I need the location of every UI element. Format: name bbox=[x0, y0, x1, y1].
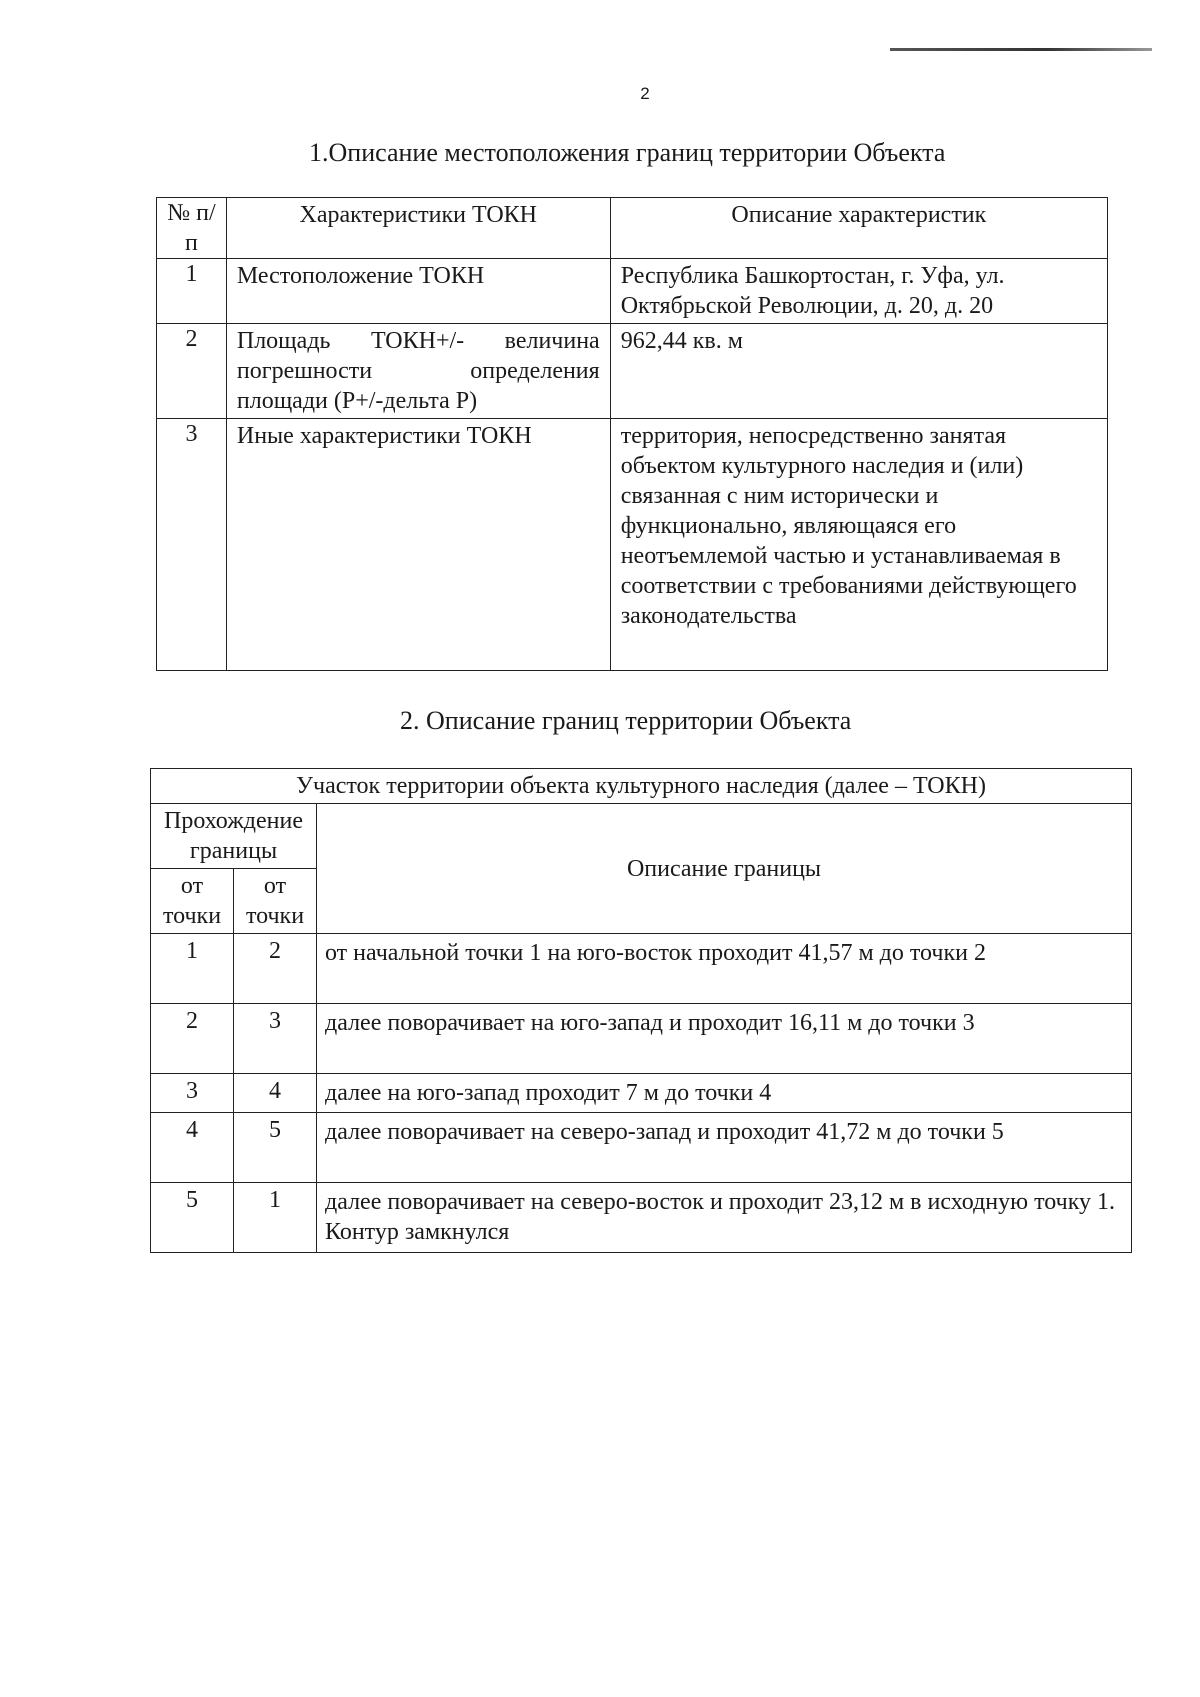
table-row bbox=[151, 934, 1132, 1004]
table-row bbox=[151, 1113, 1132, 1183]
from-point: 1 bbox=[151, 934, 234, 1004]
row-description: Республика Башкортостан, г. Уфа, ул. Октябрьской Революции, д. 20, д. 20 bbox=[610, 259, 1107, 324]
row-characteristic: Иные характеристики ТОКН bbox=[226, 419, 610, 671]
from-point: 5 bbox=[151, 1183, 234, 1253]
boundary-description: далее поворачивает на северо-восток и проходит 23,12 м в исходную точку 1. Контур замкнулся bbox=[317, 1183, 1132, 1253]
table-row bbox=[157, 259, 1108, 324]
row-number: 3 bbox=[157, 419, 227, 671]
boundary-description: от начальной точки 1 на юго-восток проходит 41,57 м до точки 2 bbox=[317, 934, 1132, 1004]
table-title-row bbox=[151, 769, 1132, 804]
passage-header: Прохождение границы bbox=[151, 804, 317, 869]
section1-heading: 1.Описание местоположения границ территории Объекта bbox=[309, 138, 946, 167]
to-point: 2 bbox=[234, 934, 317, 1004]
table-header-row bbox=[157, 198, 1108, 259]
boundary-description: далее поворачивает на северо-запад и проходит 41,72 м до точки 5 bbox=[317, 1113, 1132, 1183]
scan-artifact-line bbox=[890, 48, 1152, 51]
page-number: 2 bbox=[640, 84, 650, 103]
from-point: 2 bbox=[151, 1004, 234, 1074]
row-characteristic: Местоположение ТОКН bbox=[226, 259, 610, 324]
to-point: 5 bbox=[234, 1113, 317, 1183]
boundary-description: далее поворачивает на юго-запад и проходит 16,11 м до точки 3 bbox=[317, 1004, 1132, 1074]
row-number: 2 bbox=[157, 324, 227, 419]
from-point-header: от точки bbox=[151, 869, 234, 934]
row-description: 962,44 кв. м bbox=[610, 324, 1107, 419]
boundary-table bbox=[150, 768, 1132, 1253]
table-row bbox=[157, 419, 1108, 671]
table-row bbox=[151, 1183, 1132, 1253]
description-header: Описание границы bbox=[317, 804, 1132, 934]
table-header-row bbox=[151, 804, 1132, 869]
header-characteristics: Характеристики ТОКН bbox=[226, 198, 610, 259]
section2-heading: 2. Описание границ территории Объекта bbox=[400, 706, 852, 735]
characteristics-table bbox=[156, 197, 1108, 671]
to-point: 3 bbox=[234, 1004, 317, 1074]
row-description: территория, непосредственно занятая объектом культурного наследия и (или) связанная с ним исторически и функционально, являющаяся его неотъемлемой частью и устанавливаемая в соответствии с требованиями действующего законодательства bbox=[610, 419, 1107, 671]
row-number: 1 bbox=[157, 259, 227, 324]
table-row bbox=[151, 1074, 1132, 1113]
table-row bbox=[157, 324, 1108, 419]
boundary-description: далее на юго-запад проходит 7 м до точки 4 bbox=[317, 1074, 1132, 1113]
to-point-header: от точки bbox=[234, 869, 317, 934]
from-point: 3 bbox=[151, 1074, 234, 1113]
table-row bbox=[151, 1004, 1132, 1074]
header-number: № п/п bbox=[157, 198, 227, 259]
to-point: 1 bbox=[234, 1183, 317, 1253]
header-description: Описание характеристик bbox=[610, 198, 1107, 259]
table-title: Участок территории объекта культурного наследия (далее – ТОКН) bbox=[151, 769, 1132, 804]
to-point: 4 bbox=[234, 1074, 317, 1113]
from-point: 4 bbox=[151, 1113, 234, 1183]
row-characteristic: Площадь ТОКН+/- величина погрешности определения площади (Р+/-дельта Р) bbox=[226, 324, 610, 419]
